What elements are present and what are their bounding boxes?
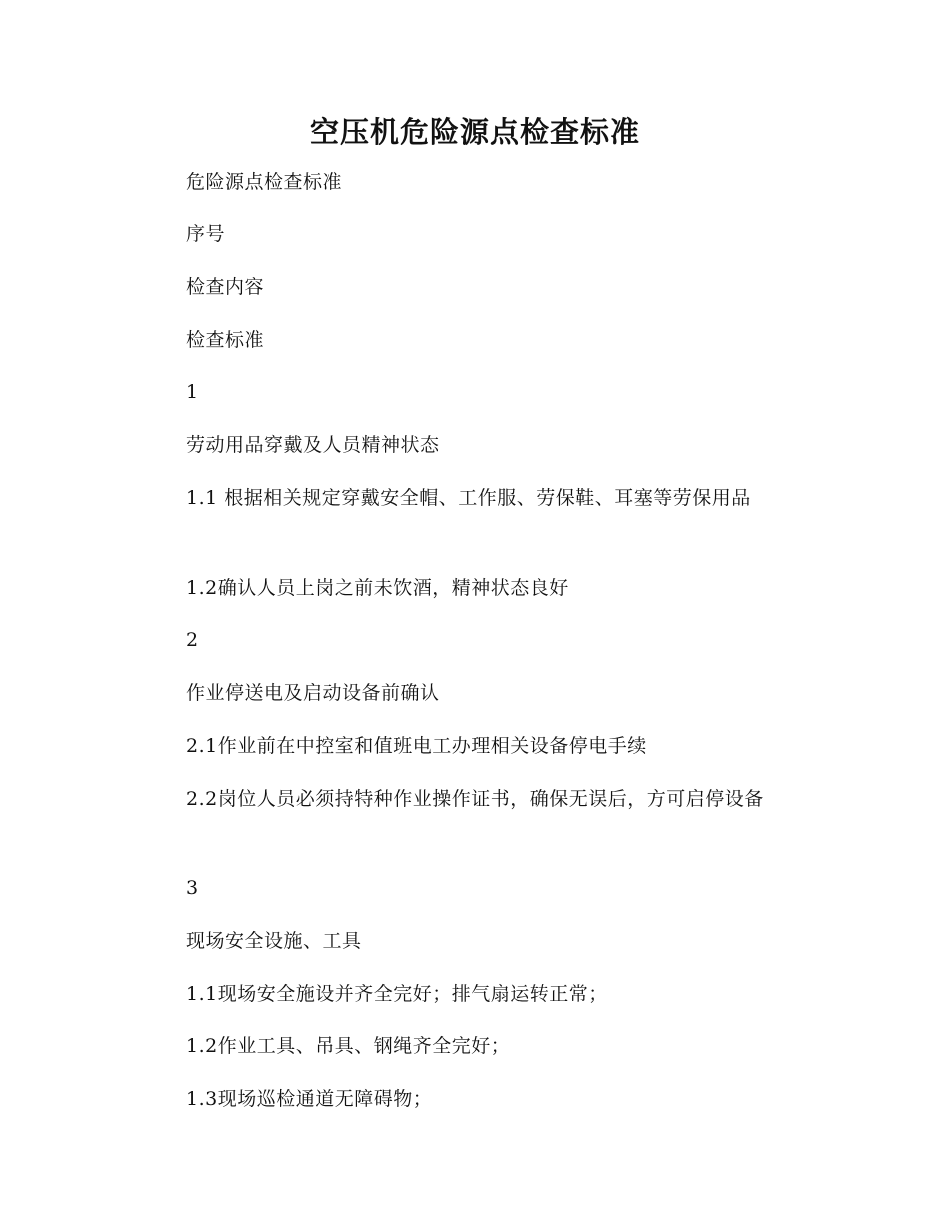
paragraph-sequence-label: 序号 (186, 223, 226, 245)
paragraph-item-number: 2 (186, 629, 199, 651)
paragraph-standard-label: 检查标准 (186, 329, 265, 351)
paragraph-item-detail: 2.2岗位人员必须持特种作业操作证书，确保无误后，方可启停设备 (186, 788, 764, 810)
paragraph-item-title: 现场安全设施、工具 (186, 930, 362, 952)
paragraph-item-number: 3 (186, 877, 199, 899)
paragraph-item-detail: 1.1现场安全施设并齐全完好；排气扇运转正常； (186, 983, 608, 1005)
paragraph-item-title: 劳动用品穿戴及人员精神状态 (186, 434, 440, 456)
paragraph-item-title: 作业停送电及启动设备前确认 (186, 682, 440, 704)
paragraph-item-detail: 1.2作业工具、吊具、钢绳齐全完好； (186, 1035, 511, 1057)
paragraph-item-detail: 1.1 根据相关规定穿戴安全帽、工作服、劳保鞋、耳塞等劳保用品 (186, 487, 751, 509)
paragraph-item-detail: 1.3现场巡检通道无障碍物； (186, 1088, 433, 1110)
paragraph-content-label: 检查内容 (186, 276, 265, 298)
paragraph-item-number: 1 (186, 381, 199, 403)
paragraph-item-detail: 2.1作业前在中控室和值班电工办理相关设备停电手续 (186, 735, 647, 757)
page-title: 空压机危险源点检查标准 (309, 115, 640, 149)
paragraph-heading: 危险源点检查标准 (186, 171, 343, 193)
paragraph-item-detail: 1.2确认人员上岗之前未饮酒，精神状态良好 (186, 577, 569, 599)
